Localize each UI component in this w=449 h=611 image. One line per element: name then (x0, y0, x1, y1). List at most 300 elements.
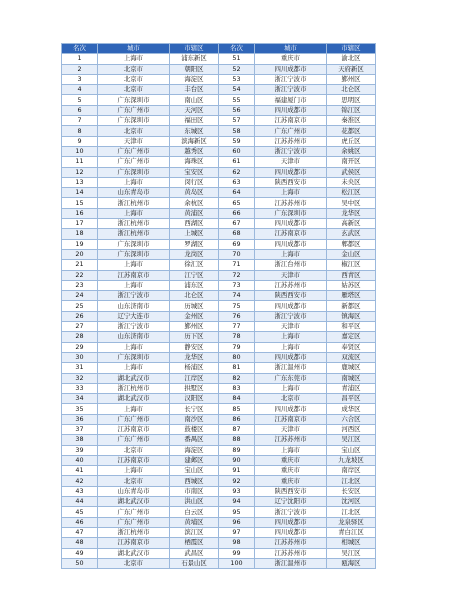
table-row (62, 105, 376, 115)
table-row (62, 383, 376, 393)
city-cell: 北京市 (98, 74, 170, 84)
header-city-right: 城市 (255, 44, 327, 54)
district-cell: 武侯区 (327, 167, 376, 177)
city-cell: 北京市 (98, 126, 170, 136)
district-cell: 南岸区 (327, 466, 376, 476)
city-cell: 上海市 (98, 208, 170, 218)
table-row (62, 558, 376, 568)
rank-cell: 40 (62, 455, 98, 465)
rank-cell: 100 (219, 558, 255, 568)
district-cell: 福田区 (170, 116, 219, 126)
rank-cell: 95 (219, 507, 255, 517)
district-cell: 黄岛区 (170, 188, 219, 198)
city-cell: 上海市 (98, 466, 170, 476)
city-cell: 江苏南京市 (255, 414, 327, 424)
district-cell: 丰台区 (170, 85, 219, 95)
city-cell: 湖北武汉市 (98, 394, 170, 404)
rank-cell: 23 (62, 280, 98, 290)
table-row (62, 208, 376, 218)
rank-cell: 12 (62, 167, 98, 177)
table-row (62, 280, 376, 290)
city-cell: 上海市 (98, 363, 170, 373)
table-row (62, 188, 376, 198)
district-cell: 天府新区 (327, 64, 376, 74)
district-cell: 武昌区 (170, 548, 219, 558)
city-cell: 江苏南京市 (255, 116, 327, 126)
rank-cell: 26 (62, 311, 98, 321)
district-cell: 北仑区 (327, 85, 376, 95)
rank-cell: 31 (62, 363, 98, 373)
city-cell: 北京市 (98, 64, 170, 74)
rank-cell: 60 (219, 146, 255, 156)
district-cell: 吴江区 (327, 435, 376, 445)
rank-cell: 81 (219, 363, 255, 373)
rank-cell: 13 (62, 177, 98, 187)
district-cell: 吴中区 (327, 198, 376, 208)
district-cell: 拱墅区 (170, 383, 219, 393)
table-row (62, 177, 376, 187)
city-cell: 四川成都市 (255, 404, 327, 414)
rank-cell: 20 (62, 249, 98, 259)
city-cell: 浙江温州市 (255, 363, 327, 373)
district-cell: 和平区 (327, 322, 376, 332)
rank-cell: 2 (62, 64, 98, 74)
district-cell: 洪山区 (170, 497, 219, 507)
city-cell: 浙江杭州市 (98, 229, 170, 239)
city-cell: 浙江宁波市 (255, 507, 327, 517)
district-cell: 鄞州区 (170, 322, 219, 332)
district-cell: 思明区 (327, 95, 376, 105)
city-cell: 重庆市 (255, 476, 327, 486)
rank-cell: 5 (62, 95, 98, 105)
city-cell: 上海市 (255, 249, 327, 259)
district-cell: 浦东新区 (170, 54, 219, 64)
district-cell: 龙华区 (170, 352, 219, 362)
city-cell: 广东深圳市 (255, 208, 327, 218)
rank-cell: 14 (62, 188, 98, 198)
rank-cell: 55 (219, 95, 255, 105)
table-row (62, 219, 376, 229)
city-cell: 四川成都市 (255, 219, 327, 229)
rank-cell: 84 (219, 394, 255, 404)
rank-cell: 82 (219, 373, 255, 383)
city-cell: 广东东莞市 (255, 373, 327, 383)
rank-cell: 58 (219, 126, 255, 136)
rank-cell: 98 (219, 538, 255, 548)
city-cell: 湖北武汉市 (98, 373, 170, 383)
district-cell: 汉阳区 (170, 394, 219, 404)
city-cell: 四川成都市 (255, 517, 327, 527)
district-cell: 越秀区 (170, 146, 219, 156)
rank-cell: 45 (62, 507, 98, 517)
rank-cell: 4 (62, 85, 98, 95)
table-row (62, 363, 376, 373)
rank-cell: 75 (219, 301, 255, 311)
district-cell: 滨海新区 (170, 136, 219, 146)
rank-cell: 99 (219, 548, 255, 558)
city-cell: 浙江杭州市 (98, 527, 170, 537)
city-cell: 天津市 (98, 136, 170, 146)
rank-cell: 34 (62, 394, 98, 404)
city-cell: 广东深圳市 (98, 249, 170, 259)
city-cell: 天津市 (255, 157, 327, 167)
district-cell: 奉贤区 (327, 342, 376, 352)
district-cell: 南沙区 (170, 414, 219, 424)
table-row (62, 157, 376, 167)
table-row (62, 445, 376, 455)
district-cell: 海淀区 (170, 74, 219, 84)
rank-cell: 53 (219, 74, 255, 84)
district-cell: 宝山区 (170, 466, 219, 476)
table-row (62, 507, 376, 517)
district-cell: 姑苏区 (327, 280, 376, 290)
table-row (62, 394, 376, 404)
city-cell: 上海市 (255, 332, 327, 342)
district-cell: 白云区 (170, 507, 219, 517)
district-cell: 青浦区 (327, 383, 376, 393)
rank-cell: 51 (219, 54, 255, 64)
table-row (62, 352, 376, 362)
table-row (62, 85, 376, 95)
city-cell: 江苏南京市 (98, 424, 170, 434)
rank-cell: 17 (62, 219, 98, 229)
city-cell: 上海市 (98, 54, 170, 64)
rank-cell: 86 (219, 414, 255, 424)
district-cell: 江北区 (327, 507, 376, 517)
city-cell: 天津市 (255, 424, 327, 434)
rank-cell: 9 (62, 136, 98, 146)
rank-cell: 89 (219, 445, 255, 455)
district-cell: 历城区 (170, 301, 219, 311)
district-cell: 海珠区 (170, 157, 219, 167)
table-row (62, 291, 376, 301)
city-cell: 天津市 (255, 322, 327, 332)
header-rank-right: 名次 (219, 44, 255, 54)
city-cell: 广东深圳市 (98, 167, 170, 177)
rank-cell: 52 (219, 64, 255, 74)
table-row (62, 74, 376, 84)
district-cell: 长宁区 (170, 404, 219, 414)
district-cell: 嘉定区 (327, 332, 376, 342)
district-cell: 龙华区 (327, 208, 376, 218)
table-row (62, 424, 376, 434)
rank-cell: 11 (62, 157, 98, 167)
rank-cell: 24 (62, 291, 98, 301)
city-cell: 上海市 (255, 342, 327, 352)
city-cell: 四川成都市 (255, 239, 327, 249)
rank-cell: 46 (62, 517, 98, 527)
city-cell: 浙江宁波市 (255, 146, 327, 156)
city-cell: 浙江台州市 (255, 260, 327, 270)
table-row (62, 167, 376, 177)
table-row (62, 538, 376, 548)
district-cell: 江岸区 (170, 373, 219, 383)
district-cell: 镇海区 (327, 311, 376, 321)
table-row (62, 373, 376, 383)
city-cell: 广东广州市 (255, 126, 327, 136)
city-cell: 浙江杭州市 (98, 198, 170, 208)
city-cell: 陕西西安市 (255, 486, 327, 496)
rank-cell: 19 (62, 239, 98, 249)
rank-cell: 25 (62, 301, 98, 311)
city-cell: 江苏苏州市 (255, 538, 327, 548)
rank-cell: 43 (62, 486, 98, 496)
rank-cell: 64 (219, 188, 255, 198)
rank-cell: 22 (62, 270, 98, 280)
district-cell: 锦江区 (327, 105, 376, 115)
district-cell: 高新区 (327, 219, 376, 229)
city-cell: 陕西西安市 (255, 177, 327, 187)
city-cell: 广东广州市 (98, 146, 170, 156)
table-row (62, 146, 376, 156)
district-cell: 滨江区 (170, 527, 219, 537)
city-cell: 四川成都市 (255, 301, 327, 311)
district-cell: 雁塔区 (327, 291, 376, 301)
district-cell: 金州区 (170, 311, 219, 321)
city-cell: 江苏苏州市 (255, 136, 327, 146)
city-cell: 重庆市 (255, 54, 327, 64)
city-cell: 上海市 (98, 404, 170, 414)
district-cell: 河西区 (327, 424, 376, 434)
rank-cell: 37 (62, 424, 98, 434)
rank-cell: 36 (62, 414, 98, 424)
district-cell: 南山区 (170, 95, 219, 105)
table-row (62, 249, 376, 259)
district-cell: 吴江区 (327, 548, 376, 558)
district-cell: 椒江区 (327, 260, 376, 270)
district-cell: 沈河区 (327, 497, 376, 507)
city-cell: 江苏苏州市 (255, 548, 327, 558)
rank-cell: 96 (219, 517, 255, 527)
header-district-right: 市辖区 (327, 44, 376, 54)
district-cell: 余姚区 (327, 146, 376, 156)
rank-cell: 33 (62, 383, 98, 393)
district-cell: 南开区 (327, 157, 376, 167)
city-cell: 上海市 (98, 280, 170, 290)
district-cell: 海淀区 (170, 445, 219, 455)
rank-cell: 70 (219, 249, 255, 259)
table-row (62, 116, 376, 126)
rank-cell: 47 (62, 527, 98, 537)
rank-cell: 69 (219, 239, 255, 249)
district-cell: 鼓楼区 (170, 424, 219, 434)
city-cell: 四川成都市 (255, 527, 327, 537)
city-cell: 江苏南京市 (255, 229, 327, 239)
city-cell: 上海市 (98, 177, 170, 187)
city-cell: 陕西西安市 (255, 291, 327, 301)
city-cell: 辽宁沈阳市 (255, 497, 327, 507)
city-cell: 广东广州市 (98, 105, 170, 115)
district-cell: 六合区 (327, 414, 376, 424)
table-row (62, 229, 376, 239)
table-row (62, 239, 376, 249)
table-row (62, 311, 376, 321)
rank-cell: 83 (219, 383, 255, 393)
district-cell: 青白江区 (327, 527, 376, 537)
city-cell: 广东广州市 (98, 414, 170, 424)
rank-cell: 57 (219, 116, 255, 126)
rank-cell: 93 (219, 486, 255, 496)
district-cell: 秦淮区 (327, 116, 376, 126)
rank-cell: 74 (219, 291, 255, 301)
rank-cell: 29 (62, 342, 98, 352)
district-cell: 余杭区 (170, 198, 219, 208)
district-cell: 宝山区 (327, 445, 376, 455)
rank-cell: 73 (219, 280, 255, 290)
rank-cell: 1 (62, 54, 98, 64)
rank-cell: 15 (62, 198, 98, 208)
rank-cell: 80 (219, 352, 255, 362)
city-cell: 广东深圳市 (98, 116, 170, 126)
district-cell: 浦东区 (170, 280, 219, 290)
city-cell: 四川成都市 (255, 167, 327, 177)
district-cell: 双流区 (327, 352, 376, 362)
district-cell: 长安区 (327, 486, 376, 496)
rank-cell: 16 (62, 208, 98, 218)
header-row (62, 44, 376, 54)
city-cell: 广东广州市 (98, 157, 170, 167)
table-row (62, 517, 376, 527)
district-cell: 闵行区 (170, 177, 219, 187)
district-cell: 花都区 (327, 126, 376, 136)
city-cell: 上海市 (98, 260, 170, 270)
table-row (62, 527, 376, 537)
district-cell: 栖霞区 (170, 538, 219, 548)
rank-cell: 61 (219, 157, 255, 167)
header-district-left: 市辖区 (170, 44, 219, 54)
rank-cell: 56 (219, 105, 255, 115)
city-cell: 江苏南京市 (98, 538, 170, 548)
district-cell: 徐汇区 (170, 260, 219, 270)
city-cell: 广东深圳市 (98, 95, 170, 105)
district-cell: 静安区 (170, 342, 219, 352)
table-row (62, 455, 376, 465)
city-cell: 重庆市 (255, 455, 327, 465)
table-row (62, 270, 376, 280)
rank-cell: 50 (62, 558, 98, 568)
district-cell: 历下区 (170, 332, 219, 342)
city-cell: 四川成都市 (255, 352, 327, 362)
rank-cell: 62 (219, 167, 255, 177)
table-row (62, 198, 376, 208)
city-cell: 山东济南市 (98, 301, 170, 311)
table-row (62, 322, 376, 332)
rank-cell: 32 (62, 373, 98, 383)
city-cell: 山东青岛市 (98, 188, 170, 198)
rank-cell: 10 (62, 146, 98, 156)
rank-cell: 21 (62, 260, 98, 270)
rank-cell: 71 (219, 260, 255, 270)
city-cell: 北京市 (98, 85, 170, 95)
rank-cell: 77 (219, 322, 255, 332)
rank-cell: 41 (62, 466, 98, 476)
city-cell: 湖北武汉市 (98, 548, 170, 558)
rank-cell: 79 (219, 342, 255, 352)
table-row (62, 548, 376, 558)
city-cell: 北京市 (255, 394, 327, 404)
rank-cell: 44 (62, 497, 98, 507)
table-row (62, 404, 376, 414)
district-cell: 南城区 (327, 373, 376, 383)
district-cell: 玄武区 (327, 229, 376, 239)
rank-cell: 94 (219, 497, 255, 507)
district-cell: 松江区 (327, 188, 376, 198)
district-cell: 西湖区 (170, 219, 219, 229)
district-cell: 市南区 (170, 486, 219, 496)
header-rank-left: 名次 (62, 44, 98, 54)
rank-cell: 65 (219, 198, 255, 208)
table-row (62, 95, 376, 105)
table-row (62, 332, 376, 342)
table-row (62, 466, 376, 476)
city-cell: 北京市 (98, 558, 170, 568)
rank-cell: 87 (219, 424, 255, 434)
table-row (62, 301, 376, 311)
district-cell: 相城区 (327, 538, 376, 548)
table-row (62, 260, 376, 270)
district-cell: 建邺区 (170, 455, 219, 465)
city-cell: 上海市 (255, 383, 327, 393)
district-cell: 未央区 (327, 177, 376, 187)
district-cell: 成华区 (327, 404, 376, 414)
rank-cell: 8 (62, 126, 98, 136)
table-body (62, 54, 376, 569)
city-cell: 上海市 (255, 445, 327, 455)
district-cell: 九龙坡区 (327, 455, 376, 465)
city-cell: 广东广州市 (98, 517, 170, 527)
city-cell: 广东广州市 (98, 507, 170, 517)
district-cell: 新都区 (327, 301, 376, 311)
district-cell: 西青区 (327, 270, 376, 280)
city-cell: 浙江宁波市 (255, 85, 327, 95)
district-cell: 郫都区 (327, 239, 376, 249)
table-row (62, 342, 376, 352)
rank-cell: 6 (62, 105, 98, 115)
district-cell: 天河区 (170, 105, 219, 115)
district-cell: 罗湖区 (170, 239, 219, 249)
city-cell: 辽宁大连市 (98, 311, 170, 321)
table-row (62, 476, 376, 486)
table-row (62, 435, 376, 445)
city-cell: 广东深圳市 (98, 239, 170, 249)
city-cell: 江苏南京市 (98, 455, 170, 465)
district-cell: 江北区 (327, 476, 376, 486)
rank-cell: 28 (62, 332, 98, 342)
rank-cell: 3 (62, 74, 98, 84)
city-cell: 广东广州市 (98, 435, 170, 445)
rank-cell: 48 (62, 538, 98, 548)
rank-cell: 85 (219, 404, 255, 414)
rank-cell: 68 (219, 229, 255, 239)
city-cell: 江苏苏州市 (255, 280, 327, 290)
city-cell: 浙江宁波市 (98, 291, 170, 301)
city-cell: 四川成都市 (255, 105, 327, 115)
table-row (62, 136, 376, 146)
table-row (62, 486, 376, 496)
rank-cell: 7 (62, 116, 98, 126)
city-cell: 江苏苏州市 (255, 435, 327, 445)
rank-cell: 30 (62, 352, 98, 362)
district-cell: 鄞州区 (327, 74, 376, 84)
table-row (62, 64, 376, 74)
city-cell: 四川成都市 (255, 64, 327, 74)
city-cell: 浙江杭州市 (98, 219, 170, 229)
city-cell: 北京市 (98, 476, 170, 486)
rank-cell: 27 (62, 322, 98, 332)
district-cell: 宝安区 (170, 167, 219, 177)
city-cell: 浙江宁波市 (255, 74, 327, 84)
district-cell: 龙泉驿区 (327, 517, 376, 527)
